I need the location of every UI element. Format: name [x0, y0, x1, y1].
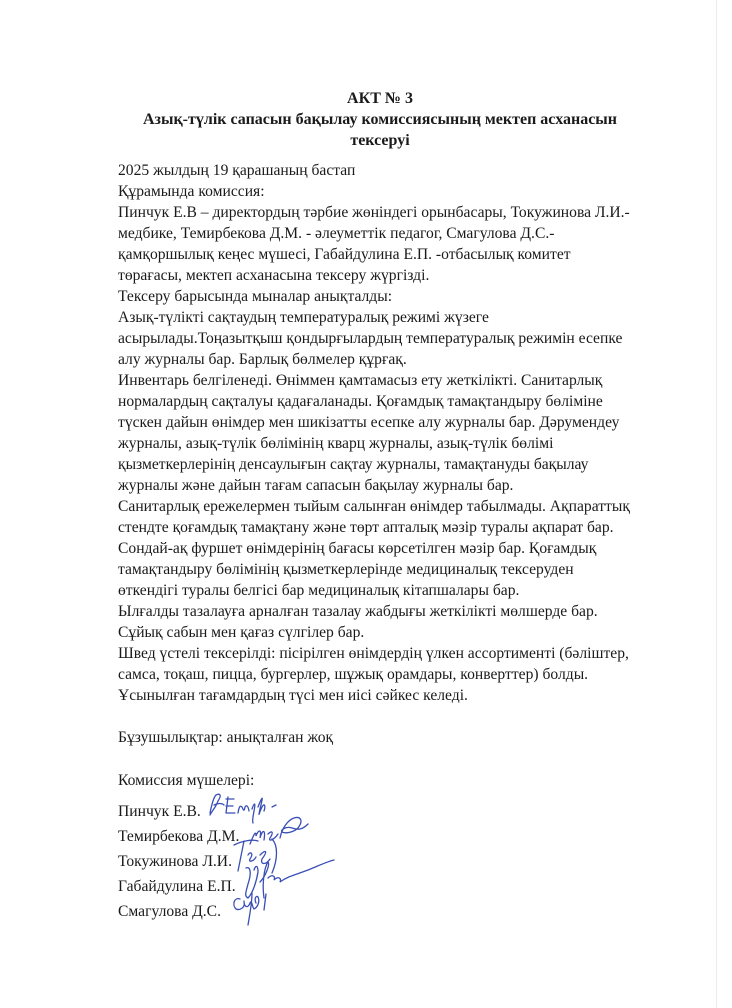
- body-line: алу журналы бар. Барлық бөлмелер құрғақ.: [118, 351, 407, 368]
- member-name: Темирбекова Д.М.: [118, 828, 240, 845]
- body-line: Ылғалды тазалауға арналған тазалау жабдығы жеткілікті мөлшерде бар.: [118, 603, 598, 620]
- body-line: стендте қоғамдық тамақтану және төрт апталық мәзір туралы ақпарат бар.: [118, 519, 614, 536]
- member-row: [118, 849, 718, 874]
- document-title: АКТ № 3: [347, 90, 413, 107]
- member-name: Габайдулина Е.П.: [118, 878, 236, 895]
- member-row: [118, 824, 718, 849]
- body-line: өткендігі туралы белгісі бар медициналық кітапшалары бар.: [118, 582, 520, 599]
- body-line: нормалардың сақталуы қадағаланады. Қоғамдық тамақтандыру бөліміне: [118, 393, 603, 410]
- member-name: Токужинова Л.И.: [118, 853, 232, 870]
- members-heading: Комиссия мүшелері:: [118, 772, 255, 789]
- document-subtitle-line-2: тексеруі: [350, 132, 410, 149]
- body-line: журналы және дайын тағам сапасын бақылау журналы бар.: [118, 477, 514, 494]
- body-line: Азық-түлікті сақтаудың температуралық режимі жүзеге: [118, 309, 489, 326]
- document-subtitle-line-1: Азық-түлік сапасын бақылау комиссиясының мектеп асханасын: [142, 111, 618, 128]
- body-line: Пинчук Е.В – директордың тәрбие жөніндегі орынбасары, Токужинова Л.И.-: [118, 204, 630, 221]
- member-row: [118, 874, 718, 899]
- member-name: Смагулова Д.С.: [118, 903, 221, 920]
- body-line: журналы, азық-түлік бөлімінің кварц журналы, азық-түлік бөлімі: [118, 435, 554, 452]
- violations-line: Бұзушылықтар: анықталған жоқ: [118, 729, 334, 746]
- body-line: Құрамында комиссия:: [118, 183, 265, 200]
- body-line: тамақтандыру бөлімінің қызметкерлерінде медициналық тексеруден: [118, 561, 574, 578]
- body-line: Санитарлық ережелермен тыйым салынған өнімдер табылмады. Ақпараттық: [118, 498, 630, 515]
- body-line: Швед үстелі тексерілді: пісірілген өнімдердің үлкен ассортименті (бәліштер,: [118, 645, 629, 662]
- body-line: Тексеру барысында мыналар анықталды:: [118, 288, 393, 305]
- body-line: қамқоршылық кеңес мүшесі, Габайдулина Е.П. -отбасылық комитет: [118, 246, 571, 263]
- body-line: Инвентарь белгіленеді. Өніммен қамтамасыз ету жеткілікті. Санитарлық: [118, 372, 603, 389]
- body-line: асырылады.Тоңазытқыш қондырғылардың температуралық режимін есепке: [118, 330, 623, 347]
- signature-smagulova: [230, 887, 270, 927]
- body-line: Ұсынылған тағамдардың түсі мен иісі сәйкес келеді.: [118, 687, 468, 704]
- body-line: 2025 жылдың 19 қарашаның бастап: [118, 162, 356, 179]
- member-row: [118, 899, 718, 924]
- body-line: қызметкерлерінің денсаулығын сақтау журналы, тамақтануды бақылау: [118, 456, 589, 473]
- body-line: түскен дайын өнімдер мен шикізатты есепке алу журналы бар. Дәрумендеу: [118, 414, 620, 431]
- member-name: Пинчук Е.В.: [118, 803, 201, 820]
- body-line: төрағасы, мектеп асханасына тексеру жүргізді.: [118, 267, 430, 284]
- document-title-block: [100, 88, 660, 151]
- body-line: самса, тоқаш, пицца, бургерлер, шұжық орамдары, конверттер) болды.: [118, 666, 589, 683]
- body-line: Сұйық сабын мен қағаз сүлгілер бар.: [118, 624, 365, 641]
- document-body: [118, 160, 718, 924]
- body-line: Сондай-ақ фуршет өнімдерінің бағасы көрсетілген мәзір бар. Қоғамдық: [118, 540, 597, 557]
- body-line: медбике, Темирбекова Д.М. - әлеуметтік педагог, Смагулова Д.С.-: [118, 225, 555, 242]
- member-row: [118, 799, 718, 824]
